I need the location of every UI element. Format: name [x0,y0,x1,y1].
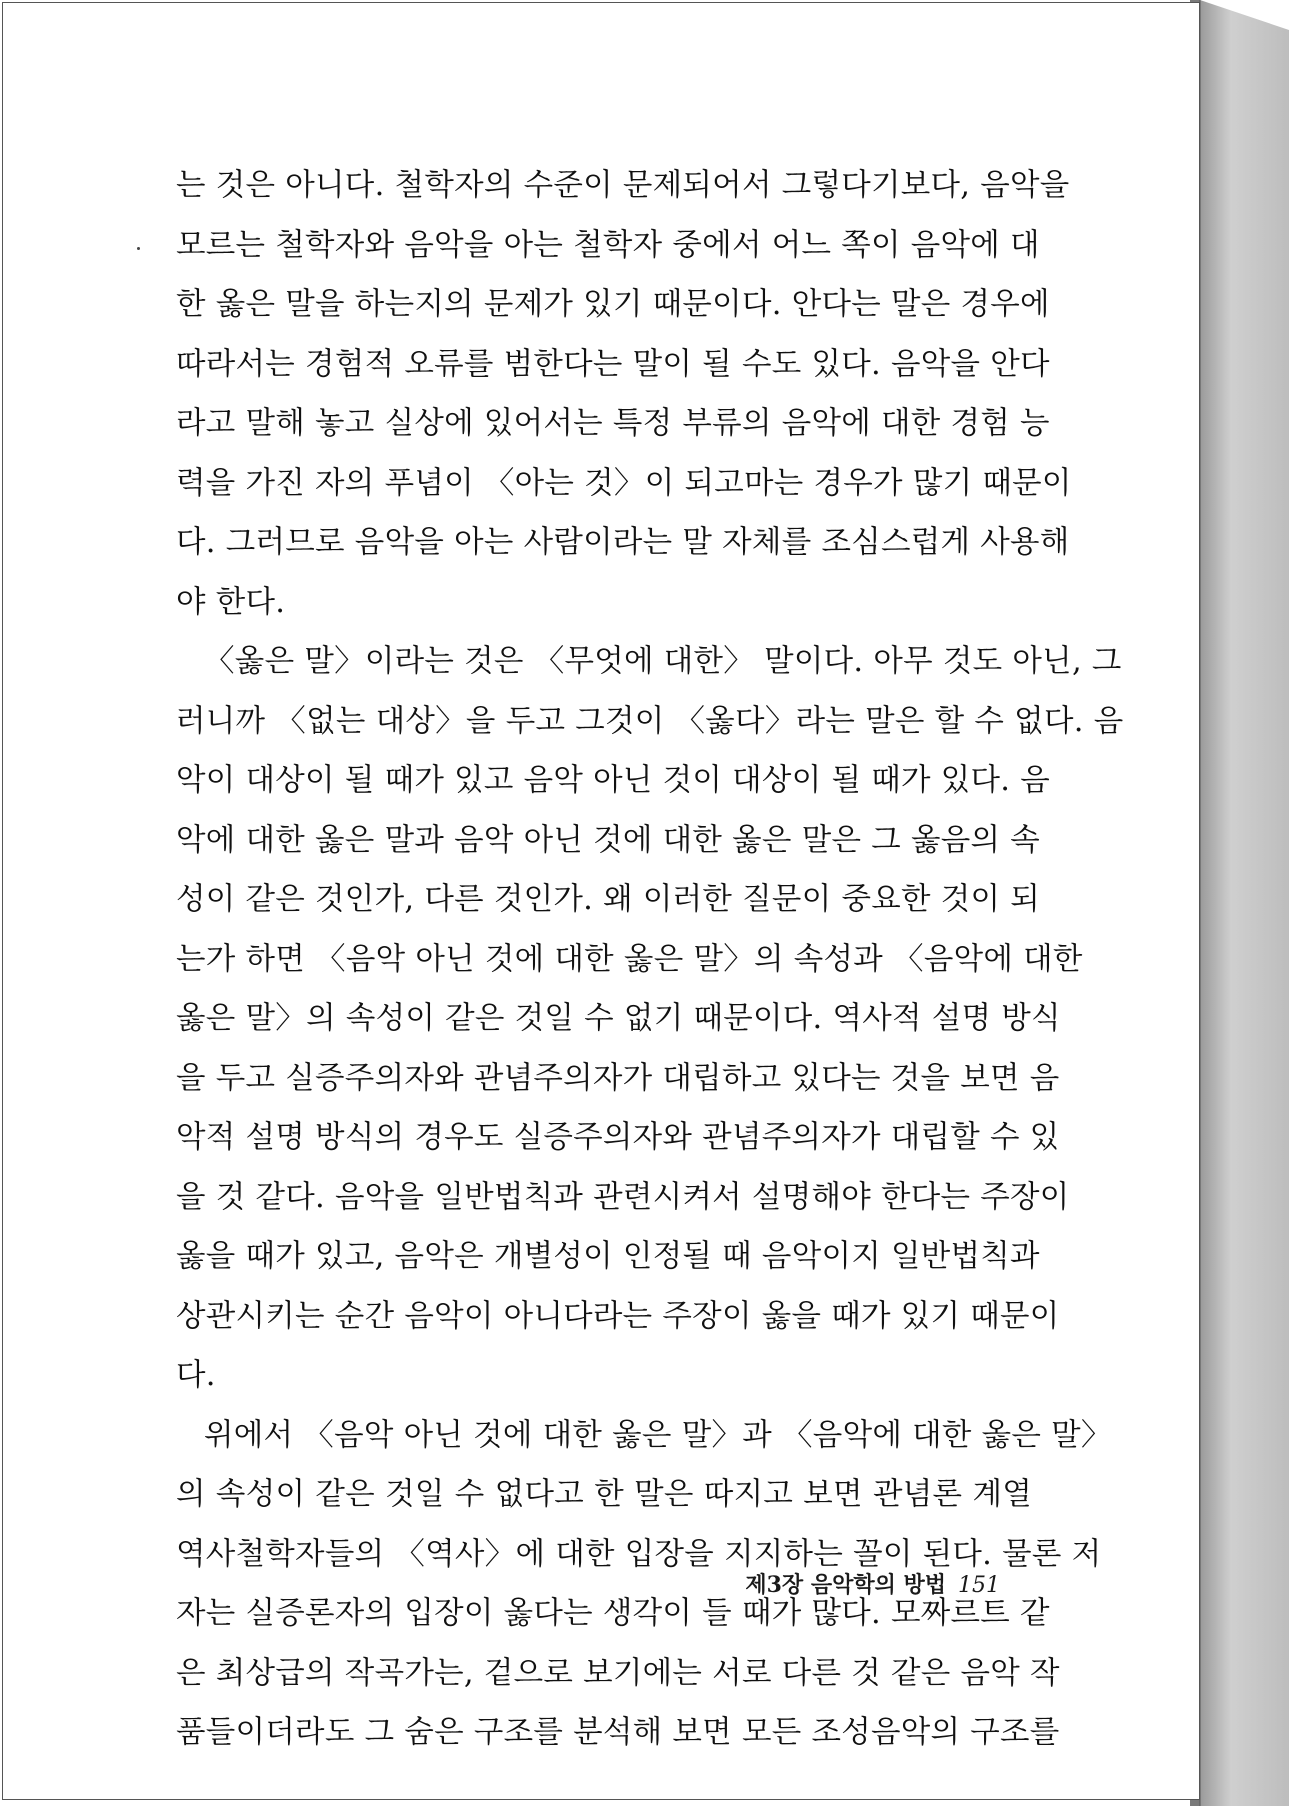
body-text [176,156,1124,1763]
text-line: 품들이더라도 그 숨은 구조를 분석해 보면 모든 조성음악의 구조를 [176,1715,1060,1750]
page-number: 151 [958,1573,1000,1598]
text-line: 의 속성이 같은 것일 수 없다고 한 말은 따지고 보면 관념론 계열 [176,1477,1032,1512]
text-line: 는가 하면 〈음악 아닌 것에 대한 옳은 말〉의 속성과 〈음악에 대한 [176,941,1083,977]
text-line: 력을 가진 자의 푸념이 〈아는 것〉이 되고마는 경우가 많기 때문이 [176,465,1072,501]
text-line: 은 최상급의 작곡가는, 겉으로 보기에는 서로 다른 것 같은 음악 작 [176,1655,1060,1691]
text-line: 한 옳은 말을 하는지의 문제가 있기 때문이다. 안다는 말은 경우에 [176,287,1050,322]
text-line: 을 것 같다. 음악을 일반법칙과 관련시켜서 설명해야 한다는 주장이 [176,1179,1070,1215]
text-line: 악이 대상이 될 때가 있고 음악 아닌 것이 대상이 될 때가 있다. 음 [176,763,1051,798]
scan-speck [137,247,140,250]
chapter-title: 제3장 음악학의 방법 [745,1572,946,1598]
text-line: 상관시키는 순간 음악이 아니다라는 주장이 옳을 때가 있기 때문이 [176,1298,1060,1334]
text-line: 〈옳은 말〉이라는 것은 〈무엇에 대한〉 말이다. 아무 것도 아닌, 그 [204,644,1122,679]
text-line: 악적 설명 방식의 경우도 실증주의자와 관념주의자가 대립할 수 있 [176,1120,1060,1155]
paragraph [176,156,1072,632]
text-line: 악에 대한 옳은 말과 음악 아닌 것에 대한 옳은 말은 그 옳음의 속 [176,822,1041,858]
text-line: 모르는 철학자와 음악을 아는 철학자 중에서 어느 쪽이 음악에 대 [176,227,1040,263]
text-line: 위에서 〈음악 아닌 것에 대한 옳은 말〉과 〈음악에 대한 옳은 말〉 [204,1417,1112,1453]
text-line: 다. 그러므로 음악을 아는 사람이라는 말 자체를 조심스럽게 사용해 [176,525,1070,560]
text-line: 는 것은 아니다. 철학자의 수준이 문제되어서 그렇다기보다, 음악을 [176,168,1070,203]
text-line: 자는 실증론자의 입장이 옳다는 생각이 들 때가 많다. 모짜르트 같 [176,1596,1050,1631]
text-line: 라고 말해 놓고 실상에 있어서는 특정 부류의 음악에 대한 경험 능 [176,406,1050,441]
running-footer [740,1568,1000,1599]
text-line: 옳은 말〉의 속성이 같은 것일 수 없기 때문이다. 역사적 설명 방식 [176,1001,1061,1036]
text-line: 을 두고 실증주의자와 관념주의자가 대립하고 있다는 것을 보면 음 [176,1060,1060,1096]
text-line: 러니까 〈없는 대상〉을 두고 그것이 〈옳다〉라는 말은 할 수 없다. 음 [176,703,1124,739]
text-line: 역사철학자들의 〈역사〉에 대한 입장을 지지하는 꼴이 된다. 물론 저 [176,1536,1102,1572]
text-line: 성이 같은 것인가, 다른 것인가. 왜 이러한 질문이 중요한 것이 되 [176,882,1041,917]
text-line: 야 한다. [176,584,286,620]
text-line: 다. [176,1358,216,1393]
text-line: 따라서는 경험적 오류를 범한다는 말이 될 수도 있다. 음악을 안다 [176,346,1050,382]
book-page-edge [1190,0,1289,1806]
paragraph [176,632,1124,1406]
text-line: 옳을 때가 있고, 음악은 개별성이 인정될 때 음악이지 일반법칙과 [176,1239,1040,1274]
